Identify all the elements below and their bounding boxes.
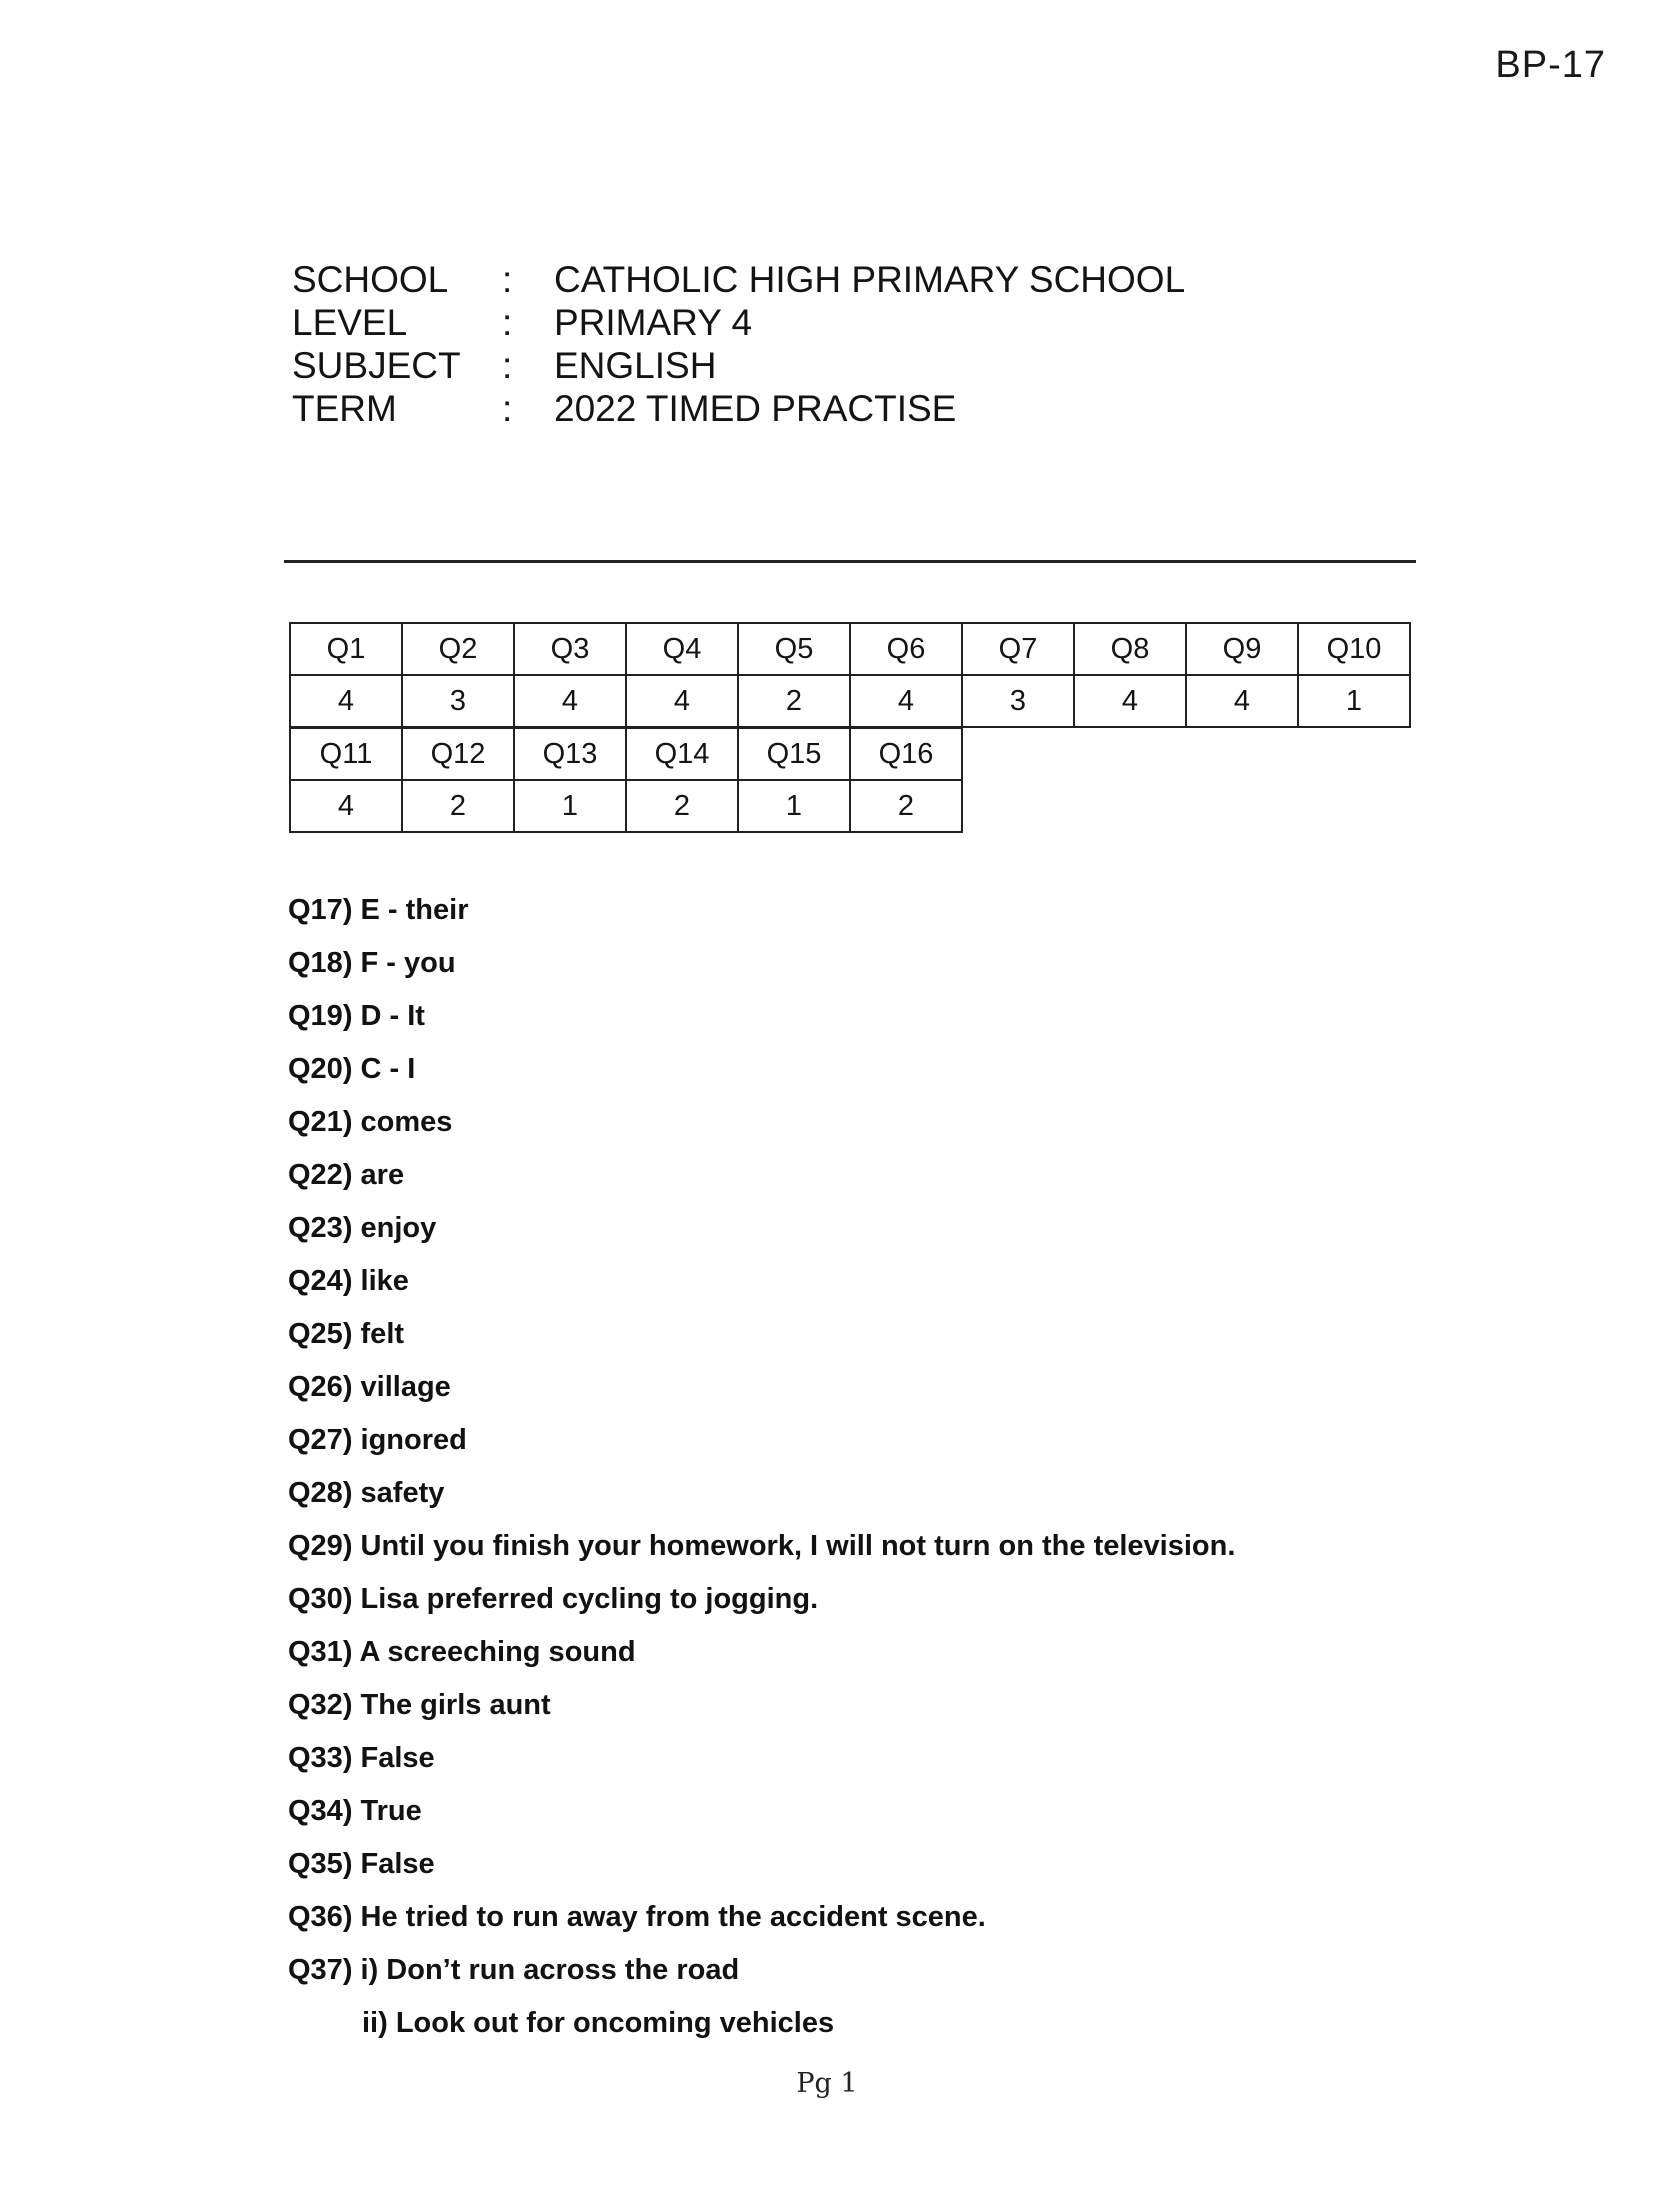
question-cell: Q10: [1298, 623, 1410, 675]
answer-line: Q32) The girls aunt: [288, 1689, 551, 1721]
meta-colon: :: [502, 259, 513, 300]
answer-line: Q24) like: [288, 1265, 409, 1297]
question-cell: Q7: [962, 623, 1074, 675]
question-cell: Q2: [402, 623, 514, 675]
answer-line: Q31) A screeching sound: [288, 1636, 636, 1668]
meta-row-term: [292, 387, 1185, 430]
mcq-answer-table-2: [289, 727, 963, 833]
header-info: [292, 258, 1185, 430]
answer-line: Q35) False: [288, 1848, 435, 1880]
written-answers-list: [288, 884, 1235, 2050]
answer-cell: 4: [514, 675, 626, 727]
meta-row-school: [292, 258, 1185, 301]
answer-line: Q22) are: [288, 1159, 405, 1191]
question-cell: Q12: [402, 728, 514, 780]
answer-cell: 2: [402, 780, 514, 832]
answer-line: Q18) F - you: [288, 947, 456, 979]
meta-value: ENGLISH: [554, 345, 717, 386]
answer-cell: 2: [850, 780, 962, 832]
answer-cell: 1: [514, 780, 626, 832]
answer-line: Q25) felt: [288, 1318, 405, 1350]
answer-line: Q27) ignored: [288, 1424, 467, 1456]
answer-cell: 3: [402, 675, 514, 727]
meta-value: CATHOLIC HIGH PRIMARY SCHOOL: [554, 259, 1186, 300]
meta-colon: :: [502, 345, 513, 386]
meta-value: PRIMARY 4: [554, 302, 753, 343]
answer-cell: 4: [1186, 675, 1298, 727]
document-code: BP-17: [1495, 44, 1606, 86]
meta-colon: :: [502, 302, 513, 343]
answer-line: Q26) village: [288, 1371, 451, 1403]
answer-row: [290, 675, 1410, 727]
answer-row: [290, 780, 962, 832]
answer-line: Q17) E - their: [288, 894, 469, 926]
question-cell: Q3: [514, 623, 626, 675]
answer-cell: 4: [850, 675, 962, 727]
answer-cell: 2: [626, 780, 738, 832]
answer-cell: 4: [1074, 675, 1186, 727]
question-cell: Q8: [1074, 623, 1186, 675]
answer-cell: 4: [626, 675, 738, 727]
meta-row-level: [292, 301, 1185, 344]
answer-line: Q28) safety: [288, 1477, 445, 1509]
question-cell: Q14: [626, 728, 738, 780]
divider-line: [284, 560, 1416, 563]
question-cell: Q5: [738, 623, 850, 675]
answer-cell: 4: [290, 675, 402, 727]
meta-label: SCHOOL: [292, 259, 449, 300]
answer-cell: 4: [290, 780, 402, 832]
question-cell: Q15: [738, 728, 850, 780]
answer-line: Q19) D - It: [288, 1000, 425, 1032]
answer-line: Q30) Lisa preferred cycling to jogging.: [288, 1583, 819, 1615]
meta-row-subject: [292, 344, 1185, 387]
page-number: Pg 1: [796, 2068, 858, 2099]
answer-line: Q20) C - I: [288, 1053, 416, 1085]
answer-line: Q37) i) Don’t run across the road: [288, 1954, 740, 1986]
answer-cell: 2: [738, 675, 850, 727]
meta-label: TERM: [292, 388, 397, 429]
question-row: [290, 728, 962, 780]
question-cell: Q6: [850, 623, 962, 675]
meta-label: SUBJECT: [292, 345, 461, 386]
answer-cell: 3: [962, 675, 1074, 727]
question-cell: Q9: [1186, 623, 1298, 675]
answer-line: Q33) False: [288, 1742, 435, 1774]
question-cell: Q13: [514, 728, 626, 780]
answer-cell: 1: [1298, 675, 1410, 727]
question-row: [290, 623, 1410, 675]
answer-cell: 1: [738, 780, 850, 832]
answer-line: Q21) comes: [288, 1106, 453, 1138]
question-cell: Q1: [290, 623, 402, 675]
mcq-answer-table-1: [289, 622, 1411, 728]
answer-line-sub: ii) Look out for oncoming vehicles: [362, 2007, 835, 2039]
meta-colon: :: [502, 388, 513, 429]
meta-value: 2022 TIMED PRACTISE: [554, 388, 957, 429]
question-cell: Q4: [626, 623, 738, 675]
question-cell: Q11: [290, 728, 402, 780]
answer-line: Q23) enjoy: [288, 1212, 437, 1244]
answer-line: Q29) Until you finish your homework, I will not turn on the television.: [288, 1530, 1236, 1562]
question-cell: Q16: [850, 728, 962, 780]
meta-label: LEVEL: [292, 302, 408, 343]
answer-line: Q34) True: [288, 1795, 422, 1827]
answer-line: Q36) He tried to run away from the accident scene.: [288, 1901, 986, 1933]
